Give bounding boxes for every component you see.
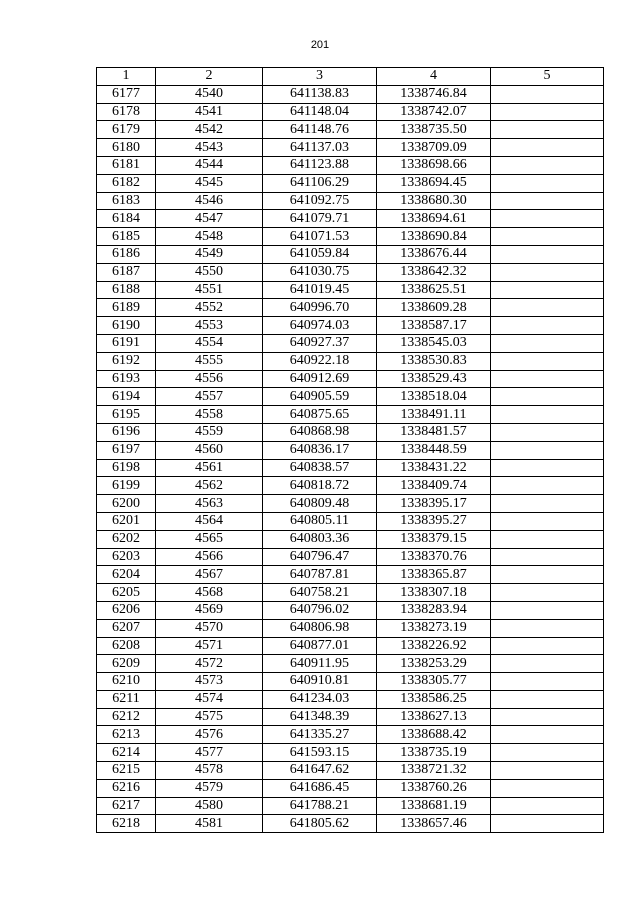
point-number-cell: 6209: [97, 655, 156, 673]
coordinates-table: [96, 67, 604, 833]
note-cell: [491, 708, 604, 726]
x-coordinate-cell: 641137.03: [263, 139, 377, 157]
vertex-number-cell: 4568: [156, 584, 263, 602]
y-coordinate-cell: 1338448.59: [377, 441, 491, 459]
x-coordinate-cell: 640809.48: [263, 495, 377, 513]
y-coordinate-cell: 1338676.44: [377, 245, 491, 263]
x-coordinate-cell: 641092.75: [263, 192, 377, 210]
table-row: [97, 317, 604, 335]
x-coordinate-cell: 641647.62: [263, 762, 377, 780]
point-number-cell: 6210: [97, 673, 156, 691]
point-number-cell: 6201: [97, 512, 156, 530]
point-number-cell: 6216: [97, 779, 156, 797]
table-row: [97, 619, 604, 637]
note-cell: [491, 797, 604, 815]
table-row: [97, 263, 604, 281]
table-row: [97, 584, 604, 602]
point-number-cell: 6195: [97, 406, 156, 424]
note-cell: [491, 281, 604, 299]
table-row: [97, 762, 604, 780]
point-number-cell: 6199: [97, 477, 156, 495]
x-coordinate-cell: 640905.59: [263, 388, 377, 406]
vertex-number-cell: 4543: [156, 139, 263, 157]
note-cell: [491, 156, 604, 174]
column-header-2: 2: [156, 68, 263, 86]
header-row: [97, 68, 604, 86]
x-coordinate-cell: 640910.81: [263, 673, 377, 691]
table-row: [97, 121, 604, 139]
note-cell: [491, 762, 604, 780]
vertex-number-cell: 4544: [156, 156, 263, 174]
table-row: [97, 744, 604, 762]
point-number-cell: 6198: [97, 459, 156, 477]
note-cell: [491, 637, 604, 655]
note-cell: [491, 459, 604, 477]
vertex-number-cell: 4578: [156, 762, 263, 780]
x-coordinate-cell: 640877.01: [263, 637, 377, 655]
table-row: [97, 690, 604, 708]
column-header-5: 5: [491, 68, 604, 86]
table-row: [97, 103, 604, 121]
point-number-cell: 6205: [97, 584, 156, 602]
note-cell: [491, 139, 604, 157]
y-coordinate-cell: 1338283.94: [377, 601, 491, 619]
table-body: [97, 85, 604, 832]
x-coordinate-cell: 640758.21: [263, 584, 377, 602]
vertex-number-cell: 4563: [156, 495, 263, 513]
point-number-cell: 6197: [97, 441, 156, 459]
y-coordinate-cell: 1338735.19: [377, 744, 491, 762]
x-coordinate-cell: 640838.57: [263, 459, 377, 477]
y-coordinate-cell: 1338226.92: [377, 637, 491, 655]
x-coordinate-cell: 640818.72: [263, 477, 377, 495]
table-row: [97, 352, 604, 370]
y-coordinate-cell: 1338545.03: [377, 334, 491, 352]
point-number-cell: 6177: [97, 85, 156, 103]
vertex-number-cell: 4550: [156, 263, 263, 281]
table-row: [97, 673, 604, 691]
y-coordinate-cell: 1338518.04: [377, 388, 491, 406]
y-coordinate-cell: 1338760.26: [377, 779, 491, 797]
note-cell: [491, 548, 604, 566]
vertex-number-cell: 4569: [156, 601, 263, 619]
note-cell: [491, 655, 604, 673]
y-coordinate-cell: 1338253.29: [377, 655, 491, 673]
note-cell: [491, 121, 604, 139]
vertex-number-cell: 4580: [156, 797, 263, 815]
note-cell: [491, 388, 604, 406]
point-number-cell: 6212: [97, 708, 156, 726]
vertex-number-cell: 4546: [156, 192, 263, 210]
table-row: [97, 228, 604, 246]
note-cell: [491, 317, 604, 335]
vertex-number-cell: 4559: [156, 423, 263, 441]
point-number-cell: 6207: [97, 619, 156, 637]
table-header: [97, 68, 604, 86]
vertex-number-cell: 4564: [156, 512, 263, 530]
table-row: [97, 423, 604, 441]
table-row: [97, 299, 604, 317]
y-coordinate-cell: 1338529.43: [377, 370, 491, 388]
table-row: [97, 726, 604, 744]
y-coordinate-cell: 1338627.13: [377, 708, 491, 726]
x-coordinate-cell: 640836.17: [263, 441, 377, 459]
point-number-cell: 6218: [97, 815, 156, 833]
table-row: [97, 477, 604, 495]
vertex-number-cell: 4576: [156, 726, 263, 744]
x-coordinate-cell: 641148.76: [263, 121, 377, 139]
y-coordinate-cell: 1338688.42: [377, 726, 491, 744]
note-cell: [491, 370, 604, 388]
point-number-cell: 6182: [97, 174, 156, 192]
x-coordinate-cell: 640922.18: [263, 352, 377, 370]
note-cell: [491, 245, 604, 263]
table-row: [97, 548, 604, 566]
x-coordinate-cell: 641805.62: [263, 815, 377, 833]
y-coordinate-cell: 1338395.27: [377, 512, 491, 530]
x-coordinate-cell: 641788.21: [263, 797, 377, 815]
vertex-number-cell: 4579: [156, 779, 263, 797]
table-row: [97, 495, 604, 513]
point-number-cell: 6187: [97, 263, 156, 281]
x-coordinate-cell: 641138.83: [263, 85, 377, 103]
x-coordinate-cell: 641019.45: [263, 281, 377, 299]
vertex-number-cell: 4540: [156, 85, 263, 103]
table-row: [97, 655, 604, 673]
x-coordinate-cell: 641079.71: [263, 210, 377, 228]
table-row: [97, 566, 604, 584]
y-coordinate-cell: 1338587.17: [377, 317, 491, 335]
point-number-cell: 6213: [97, 726, 156, 744]
point-number-cell: 6181: [97, 156, 156, 174]
point-number-cell: 6206: [97, 601, 156, 619]
point-number-cell: 6203: [97, 548, 156, 566]
y-coordinate-cell: 1338709.09: [377, 139, 491, 157]
note-cell: [491, 228, 604, 246]
table-row: [97, 815, 604, 833]
y-coordinate-cell: 1338273.19: [377, 619, 491, 637]
vertex-number-cell: 4571: [156, 637, 263, 655]
table-row: [97, 459, 604, 477]
point-number-cell: 6191: [97, 334, 156, 352]
vertex-number-cell: 4574: [156, 690, 263, 708]
vertex-number-cell: 4561: [156, 459, 263, 477]
x-coordinate-cell: 640868.98: [263, 423, 377, 441]
table-row: [97, 530, 604, 548]
x-coordinate-cell: 640875.65: [263, 406, 377, 424]
point-number-cell: 6217: [97, 797, 156, 815]
vertex-number-cell: 4541: [156, 103, 263, 121]
point-number-cell: 6186: [97, 245, 156, 263]
y-coordinate-cell: 1338609.28: [377, 299, 491, 317]
point-number-cell: 6179: [97, 121, 156, 139]
x-coordinate-cell: 640796.47: [263, 548, 377, 566]
note-cell: [491, 673, 604, 691]
table-row: [97, 156, 604, 174]
y-coordinate-cell: 1338642.32: [377, 263, 491, 281]
note-cell: [491, 192, 604, 210]
point-number-cell: 6196: [97, 423, 156, 441]
vertex-number-cell: 4567: [156, 566, 263, 584]
y-coordinate-cell: 1338305.77: [377, 673, 491, 691]
y-coordinate-cell: 1338681.19: [377, 797, 491, 815]
table-row: [97, 334, 604, 352]
table-row: [97, 174, 604, 192]
note-cell: [491, 601, 604, 619]
y-coordinate-cell: 1338586.25: [377, 690, 491, 708]
point-number-cell: 6214: [97, 744, 156, 762]
y-coordinate-cell: 1338735.50: [377, 121, 491, 139]
table-row: [97, 406, 604, 424]
y-coordinate-cell: 1338680.30: [377, 192, 491, 210]
vertex-number-cell: 4551: [156, 281, 263, 299]
note-cell: [491, 174, 604, 192]
point-number-cell: 6180: [97, 139, 156, 157]
point-number-cell: 6178: [97, 103, 156, 121]
vertex-number-cell: 4573: [156, 673, 263, 691]
note-cell: [491, 619, 604, 637]
point-number-cell: 6202: [97, 530, 156, 548]
y-coordinate-cell: 1338721.32: [377, 762, 491, 780]
note-cell: [491, 423, 604, 441]
point-number-cell: 6211: [97, 690, 156, 708]
point-number-cell: 6185: [97, 228, 156, 246]
note-cell: [491, 334, 604, 352]
table-row: [97, 245, 604, 263]
table-row: [97, 779, 604, 797]
y-coordinate-cell: 1338694.61: [377, 210, 491, 228]
vertex-number-cell: 4554: [156, 334, 263, 352]
vertex-number-cell: 4570: [156, 619, 263, 637]
x-coordinate-cell: 640803.36: [263, 530, 377, 548]
column-header-4: 4: [377, 68, 491, 86]
x-coordinate-cell: 641059.84: [263, 245, 377, 263]
table-row: [97, 388, 604, 406]
table-row: [97, 637, 604, 655]
note-cell: [491, 263, 604, 281]
x-coordinate-cell: 641348.39: [263, 708, 377, 726]
x-coordinate-cell: 641335.27: [263, 726, 377, 744]
vertex-number-cell: 4572: [156, 655, 263, 673]
note-cell: [491, 584, 604, 602]
note-cell: [491, 690, 604, 708]
y-coordinate-cell: 1338431.22: [377, 459, 491, 477]
x-coordinate-cell: 640911.95: [263, 655, 377, 673]
y-coordinate-cell: 1338491.11: [377, 406, 491, 424]
vertex-number-cell: 4545: [156, 174, 263, 192]
point-number-cell: 6208: [97, 637, 156, 655]
table-row: [97, 601, 604, 619]
vertex-number-cell: 4562: [156, 477, 263, 495]
point-number-cell: 6204: [97, 566, 156, 584]
x-coordinate-cell: 640806.98: [263, 619, 377, 637]
vertex-number-cell: 4558: [156, 406, 263, 424]
vertex-number-cell: 4577: [156, 744, 263, 762]
y-coordinate-cell: 1338698.66: [377, 156, 491, 174]
point-number-cell: 6194: [97, 388, 156, 406]
x-coordinate-cell: 640927.37: [263, 334, 377, 352]
x-coordinate-cell: 641106.29: [263, 174, 377, 192]
x-coordinate-cell: 641234.03: [263, 690, 377, 708]
y-coordinate-cell: 1338395.17: [377, 495, 491, 513]
vertex-number-cell: 4556: [156, 370, 263, 388]
column-header-3: 3: [263, 68, 377, 86]
y-coordinate-cell: 1338409.74: [377, 477, 491, 495]
vertex-number-cell: 4560: [156, 441, 263, 459]
vertex-number-cell: 4548: [156, 228, 263, 246]
x-coordinate-cell: 640796.02: [263, 601, 377, 619]
x-coordinate-cell: 640805.11: [263, 512, 377, 530]
x-coordinate-cell: 640787.81: [263, 566, 377, 584]
y-coordinate-cell: 1338742.07: [377, 103, 491, 121]
x-coordinate-cell: 641593.15: [263, 744, 377, 762]
column-header-1: 1: [97, 68, 156, 86]
table-row: [97, 192, 604, 210]
y-coordinate-cell: 1338307.18: [377, 584, 491, 602]
vertex-number-cell: 4581: [156, 815, 263, 833]
y-coordinate-cell: 1338365.87: [377, 566, 491, 584]
note-cell: [491, 512, 604, 530]
note-cell: [491, 406, 604, 424]
x-coordinate-cell: 641071.53: [263, 228, 377, 246]
note-cell: [491, 85, 604, 103]
table-row: [97, 281, 604, 299]
point-number-cell: 6184: [97, 210, 156, 228]
point-number-cell: 6183: [97, 192, 156, 210]
vertex-number-cell: 4553: [156, 317, 263, 335]
x-coordinate-cell: 640912.69: [263, 370, 377, 388]
note-cell: [491, 566, 604, 584]
y-coordinate-cell: 1338746.84: [377, 85, 491, 103]
x-coordinate-cell: 641030.75: [263, 263, 377, 281]
table-row: [97, 797, 604, 815]
table-row: [97, 85, 604, 103]
note-cell: [491, 210, 604, 228]
point-number-cell: 6188: [97, 281, 156, 299]
point-number-cell: 6193: [97, 370, 156, 388]
point-number-cell: 6189: [97, 299, 156, 317]
note-cell: [491, 441, 604, 459]
point-number-cell: 6192: [97, 352, 156, 370]
x-coordinate-cell: 640996.70: [263, 299, 377, 317]
y-coordinate-cell: 1338694.45: [377, 174, 491, 192]
y-coordinate-cell: 1338481.57: [377, 423, 491, 441]
note-cell: [491, 744, 604, 762]
table-row: [97, 139, 604, 157]
vertex-number-cell: 4557: [156, 388, 263, 406]
note-cell: [491, 530, 604, 548]
x-coordinate-cell: 641123.88: [263, 156, 377, 174]
note-cell: [491, 815, 604, 833]
y-coordinate-cell: 1338657.46: [377, 815, 491, 833]
vertex-number-cell: 4547: [156, 210, 263, 228]
note-cell: [491, 477, 604, 495]
y-coordinate-cell: 1338379.15: [377, 530, 491, 548]
page-number: 201: [310, 39, 330, 51]
vertex-number-cell: 4555: [156, 352, 263, 370]
note-cell: [491, 779, 604, 797]
table-row: [97, 210, 604, 228]
x-coordinate-cell: 641686.45: [263, 779, 377, 797]
vertex-number-cell: 4552: [156, 299, 263, 317]
note-cell: [491, 495, 604, 513]
y-coordinate-cell: 1338370.76: [377, 548, 491, 566]
y-coordinate-cell: 1338530.83: [377, 352, 491, 370]
note-cell: [491, 352, 604, 370]
note-cell: [491, 299, 604, 317]
table-row: [97, 512, 604, 530]
vertex-number-cell: 4549: [156, 245, 263, 263]
x-coordinate-cell: 641148.04: [263, 103, 377, 121]
vertex-number-cell: 4566: [156, 548, 263, 566]
y-coordinate-cell: 1338690.84: [377, 228, 491, 246]
vertex-number-cell: 4575: [156, 708, 263, 726]
table-row: [97, 370, 604, 388]
x-coordinate-cell: 640974.03: [263, 317, 377, 335]
note-cell: [491, 726, 604, 744]
vertex-number-cell: 4542: [156, 121, 263, 139]
y-coordinate-cell: 1338625.51: [377, 281, 491, 299]
note-cell: [491, 103, 604, 121]
vertex-number-cell: 4565: [156, 530, 263, 548]
point-number-cell: 6215: [97, 762, 156, 780]
table-row: [97, 708, 604, 726]
point-number-cell: 6190: [97, 317, 156, 335]
point-number-cell: 6200: [97, 495, 156, 513]
table-row: [97, 441, 604, 459]
